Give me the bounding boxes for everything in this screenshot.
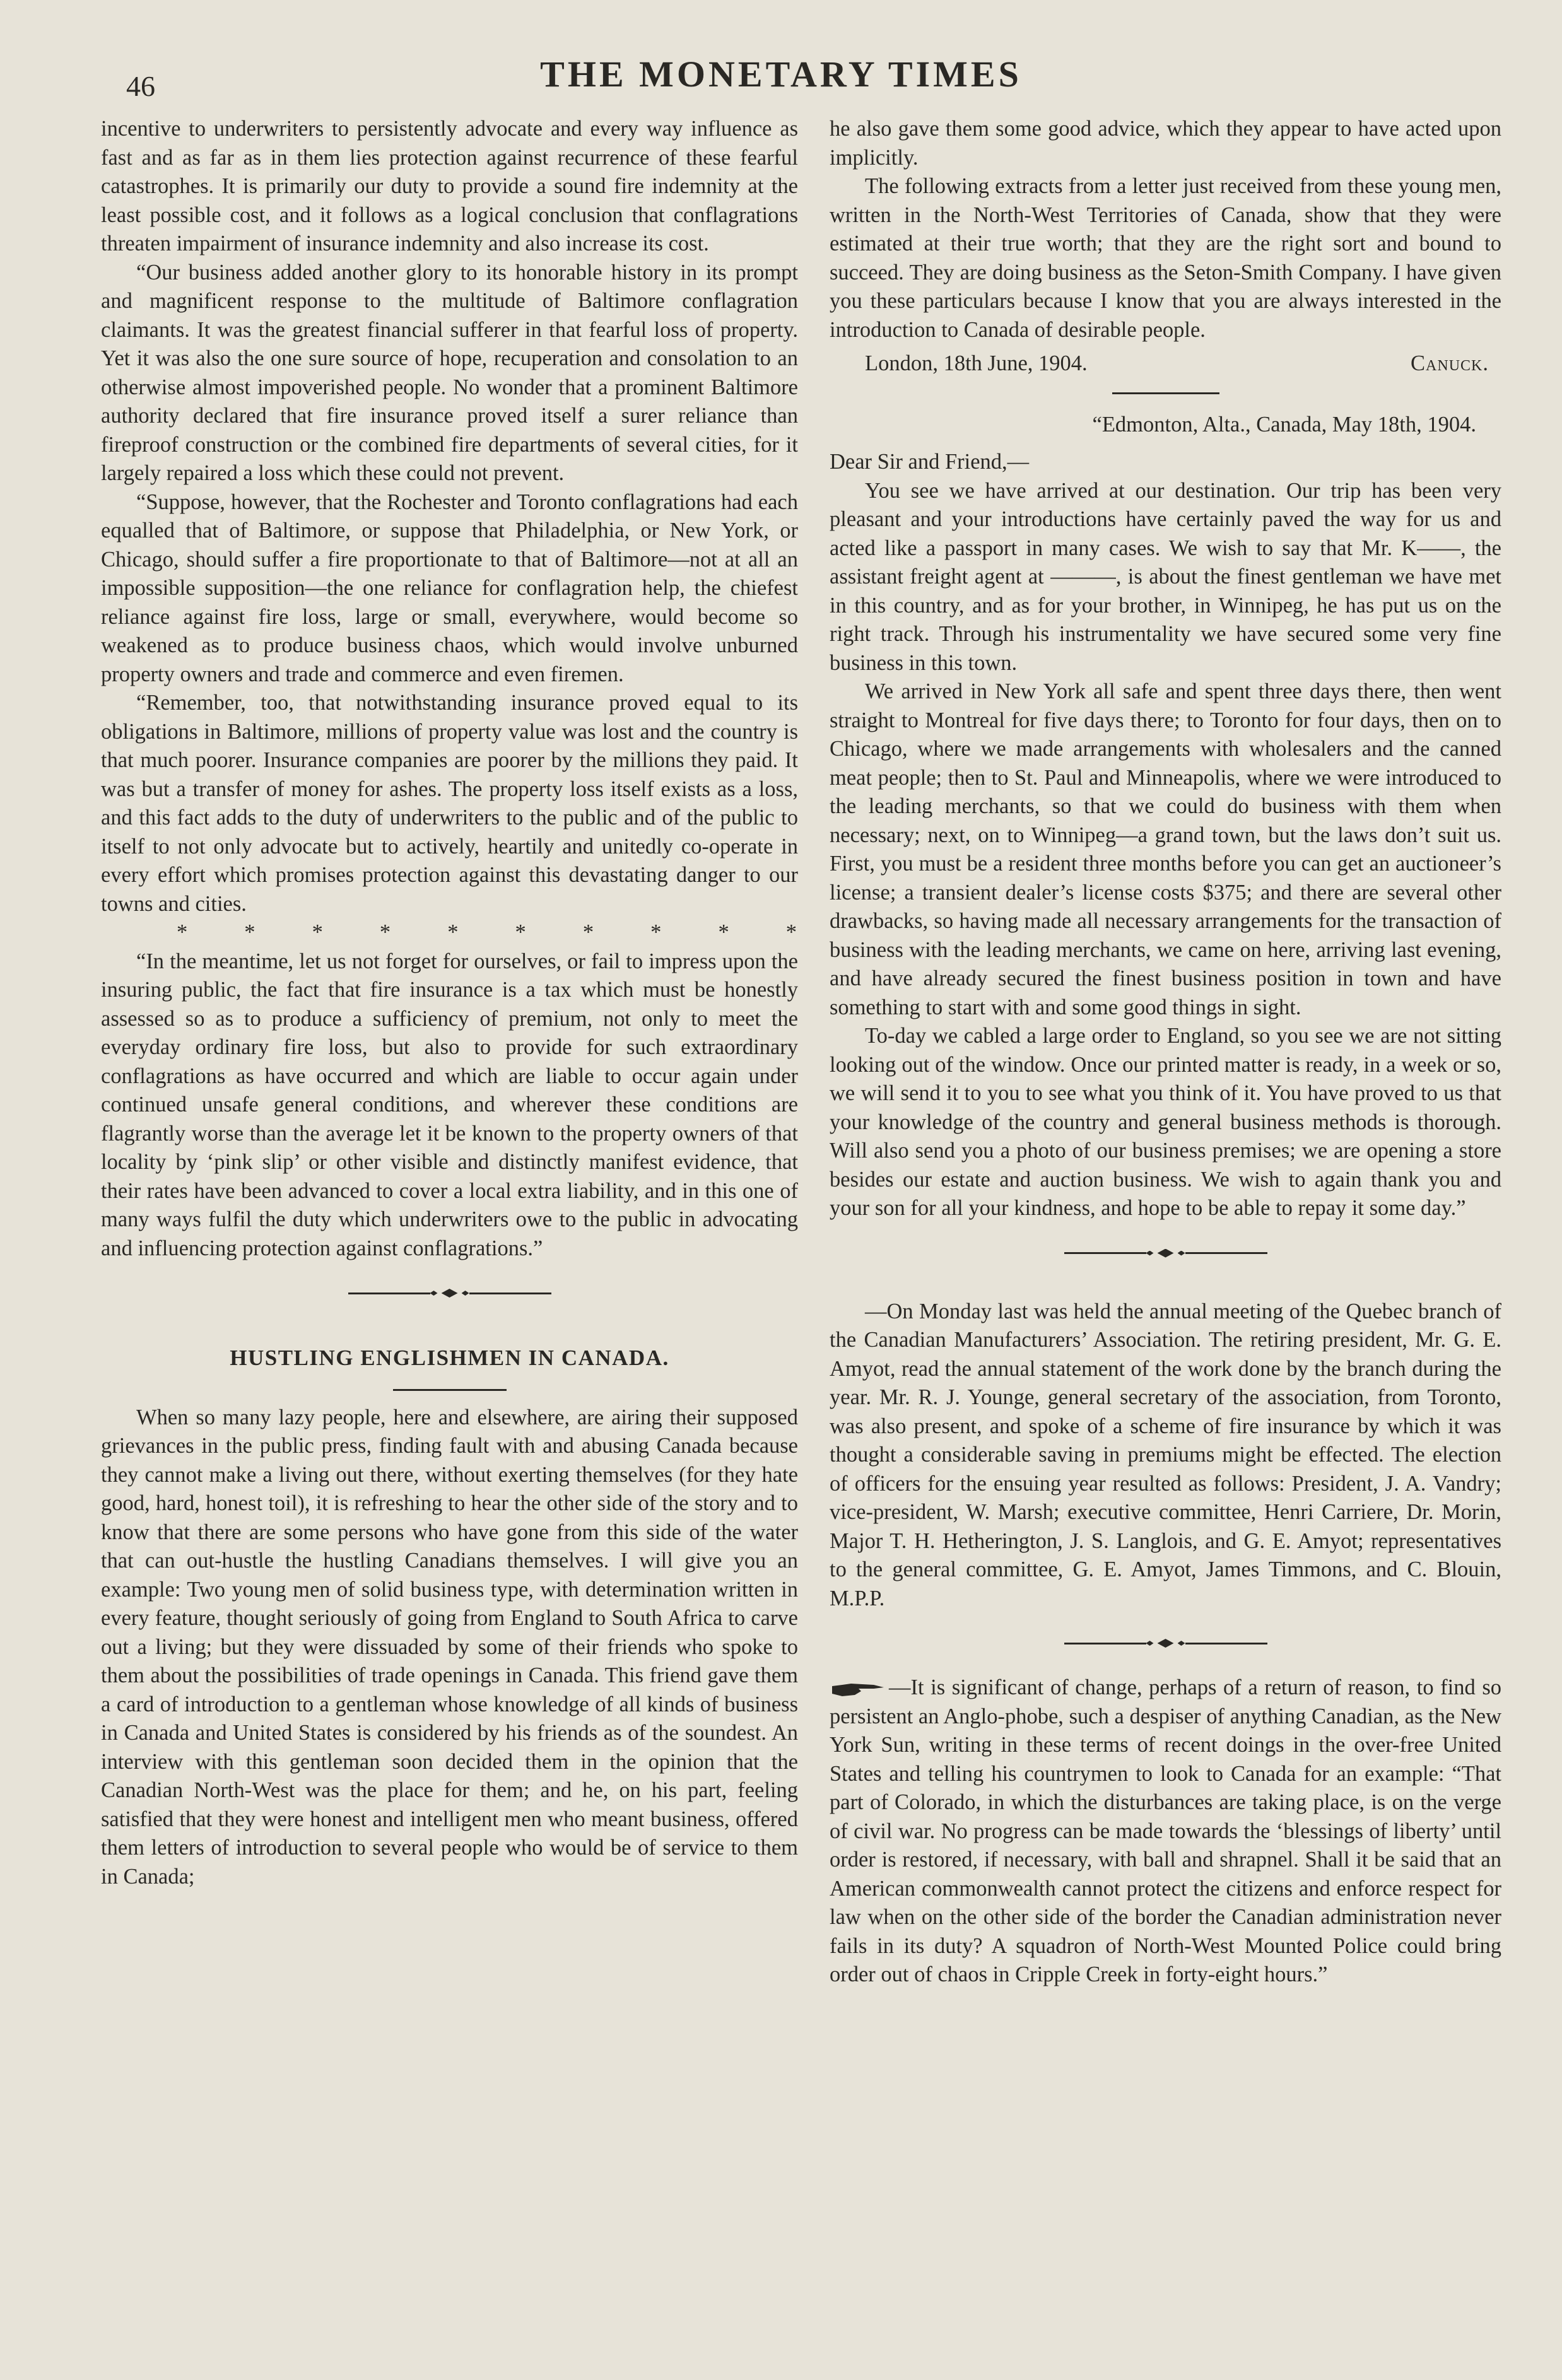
salutation: Dear Sir and Friend,—: [830, 450, 1030, 474]
page-header: [0, 38, 1562, 101]
right-column: [830, 115, 1501, 1990]
left-column: [101, 115, 798, 1891]
paragraph: The following extracts from a letter just received from these young men, written in the North-West Territories of Canada, show that they were estimated at their true worth; that they are the right sort and bound to succeed. They are doing business as the Seton-Smith Company. I have given you these particulars because I know that you are always interested in the introduction to Canada of desirable people.: [830, 174, 1501, 342]
diamond-rule-ornament-icon: [830, 1624, 1501, 1662]
paragraph: he also gave them some good advice, which they appear to have acted upon implicitly.: [830, 117, 1501, 170]
paragraph: When so many lazy people, here and elsewhere, are airing their supposed grievances in the public press, finding fault with and abusing Canada because they cannot make a living out there, without exerting themselves (for they hate good, hard, honest toil), it is refreshing to hear the other side of the story and to know that there are some persons who have gone from this side of the water that can out-hustle the hustling Canadians themselves. I will give you an example: Two young men of solid business type, with determination written in every feature, thought seriously of going from England to South Africa to carve out a living; but they were dissuaded by some of their friends who spoke to them about the possibilities of trade openings in Canada. This friend gave them a card of introduction to a gentleman whose knowledge of all kinds of business in Canada and United States is considered by his friends as of the soundest. An interview with this gentleman soon decided them in the opinion that the Canadian North-West was the place for them; and he, on his part, feeling satisfied that they were honest and intelligent men who meant business, offered them letters of introduction to several people who would be of service to them in Canada;: [101, 1405, 798, 1889]
paragraph: You see we have arrived at our destination. Our trip has been very pleasant and your introductions have certainly paved the way for us and acted like a passport in many cases. We wish to say that Mr. K——, the assistant freight agent at ———, is about the finest gentleman we have met in this country, and as for your brother, in Winnipeg, he has put us on the right track. Through his instrumentality we have secured some very fine business in this town.: [830, 478, 1501, 675]
pointing-hand-icon: [830, 1680, 886, 1699]
letter-dateline: “Edmonton, Alta., Canada, May 18th, 1904.: [1092, 412, 1476, 437]
heading-rule: [393, 1389, 507, 1391]
paragraph: “Suppose, however, that the Rochester and Toronto conflagrations had each equalled that of Baltimore, or suppose that Philadelphia, or New York, or Chicago, should suffer a fire proportionate to that of Baltimore—not at all an impossible supposition—the one reliance for conflagration help, the chiefest reliance against fire loss, large or small, everywhere, would become so weakened as to produce business chaos, which would involve unburned property owners and trade and commerce and even firemen.: [101, 489, 798, 686]
diamond-rule-ornament-icon: [830, 1234, 1501, 1272]
page-number: 46: [126, 70, 155, 102]
paragraph: “Our business added another glory to its honorable history in its prompt and magnificent response to the multitude of Baltimore conflagration claimants. It was the greatest financial sufferer in that fearful loss of property. Yet it was also the one sure source of hope, recuperation and consolation to an otherwise almost impoverished people. No wonder that a prominent Baltimore authority declared that fire insurance proved itself a surer reliance than fireproof construction or the combined fire departments of several cities, for it largely repaired a loss which these could not prevent.: [101, 260, 798, 485]
asterisk-break: * * * * * * * * * *: [177, 920, 798, 944]
paragraph: We arrived in New York all safe and spent three days there, then went straight to Montreal for five days there; to Toronto for four days, then on to Chicago, where we made arrangements with wholesalers and the canned meat people; then to St. Paul and Minneapolis, where we were introduced to the leading merchants, so that we could do business with them when necessary; next, on to Winnipeg—a grand town, but the laws don’t suit us. First, you must be a resident three months before you can get an auctioneer’s license; a transient dealer’s license costs $375; and there are several other drawbacks, so having made all necessary arrangements for the transaction of business with the leading merchants, we came on here, arriving last evening, and have already secured the finest business position in town and have something to start with and some good things in sight.: [830, 679, 1501, 1019]
paragraph: To-day we cabled a large order to England, so you see we are not sitting looking out of the window. Once our printed matter is ready, in a week or so, we will send it to you to see what you think of it. You have proved to us that your knowledge of the country and general business methods is thorough. Will also send you a photo of our business premises; we are opening a store besides our estate and auction business. We wish to again thank you and your son for all your kindness, and hope to be able to repay it some day.”: [830, 1024, 1501, 1220]
diamond-rule-ornament-icon: [101, 1274, 798, 1312]
masthead-title: THE MONETARY TIMES: [540, 54, 1022, 95]
paragraph-text: —It is significant of change, perhaps of a return of reason, to find so persistent an Anglo-phobe, such a despiser of anything Canadian, as the New York Sun, writing in these terms of recent doings in the over-free United States and telling his countrymen to look to Canada for an example: “That part of Colorado, in which the disturbances are taking place, is on the verge of civil war. No progress can be made towards the ‘blessings of liberty’ until order is restored, if necessary, with ball and shrapnel. Shall it be said that an American commonwealth cannot protect the citizens and enforce respect for law when on the other side of the border the Canadian administration never fails in its duty? A squadron of North-West Mounted Police could bring order out of chaos in Cripple Creek in forty-eight hours.”: [830, 1675, 1501, 1986]
signoff-name: Canuck.: [1411, 351, 1489, 375]
paragraph: “Remember, too, that notwithstanding insurance proved equal to its obligations in Baltimore, millions of property value was lost and the country is that much poorer. Insurance companies are poorer by the millions they paid. It was but a transfer of money for ashes. The property loss itself exists as a loss, and this fact adds to the duty of underwriters to the public and of the public to itself to not only advocate but to actively, heartily and unitedly co-operate in every effort which promises protection against this devastating danger to our towns and cities.: [101, 691, 798, 916]
paragraph-with-hand: [830, 1674, 1501, 1990]
letter-signoff: [830, 349, 1501, 378]
paragraph: “In the meantime, let us not forget for ourselves, or fail to impress upon the insuring public, the fact that fire insurance is a tax which must be honestly assessed so as to produce a sufficiency of premium, not only to meet the everyday ordinary fire loss, but also to provide for such extraordinary conflagrations as have occurred and which are liable to occur again under continued unsafe general conditions, and wherever these conditions are flagrantly worse than the average let it be known to the property owners of that locality by ‘pink slip’ or other visible and distinctly manifest evidence, that their rates have been advanced to cover a local extra liability, and in this one of many ways fulfil the duty which underwriters owe to the public in advocating and influencing protection against conflagrations.”: [101, 949, 798, 1260]
signoff-place-date: London, 18th June, 1904.: [865, 351, 1088, 375]
paragraph: incentive to underwriters to persistently advocate and every way influence as fast and as far as in them lies protection against recurrence of these fearful catastrophes. It is primarily our duty to provide a sound fire indemnity at the least possible cost, and it follows as a logical conclusion that conflagrations threaten impairment of insurance indemnity and also increase its cost.: [101, 117, 798, 255]
section-rule: [1112, 392, 1219, 394]
paragraph: —On Monday last was held the annual meeting of the Quebec branch of the Canadian Manufacturers’ Association. The retiring president, Mr. G. E. Amyot, read the annual statement of the work done by the branch during the year. Mr. R. J. Younge, general secretary of the association, from Toronto, was also present, and spoke of a scheme of fire insurance by which it was thought a considerable saving in premiums might be effected. The election of officers for the ensuing year resulted as follows: President, J. A. Vandry; vice-president, W. Marsh; executive committee, Henri Carriere, Dr. Morin, Major T. H. Hetherington, J. S. Langlois, and G. E. Amyot; representatives to the general committee, G. E. Amyot, James Timmons, and C. Blouin, M.P.P.: [830, 1299, 1501, 1610]
article-heading: HUSTLING ENGLISHMEN IN CANADA.: [230, 1345, 669, 1370]
